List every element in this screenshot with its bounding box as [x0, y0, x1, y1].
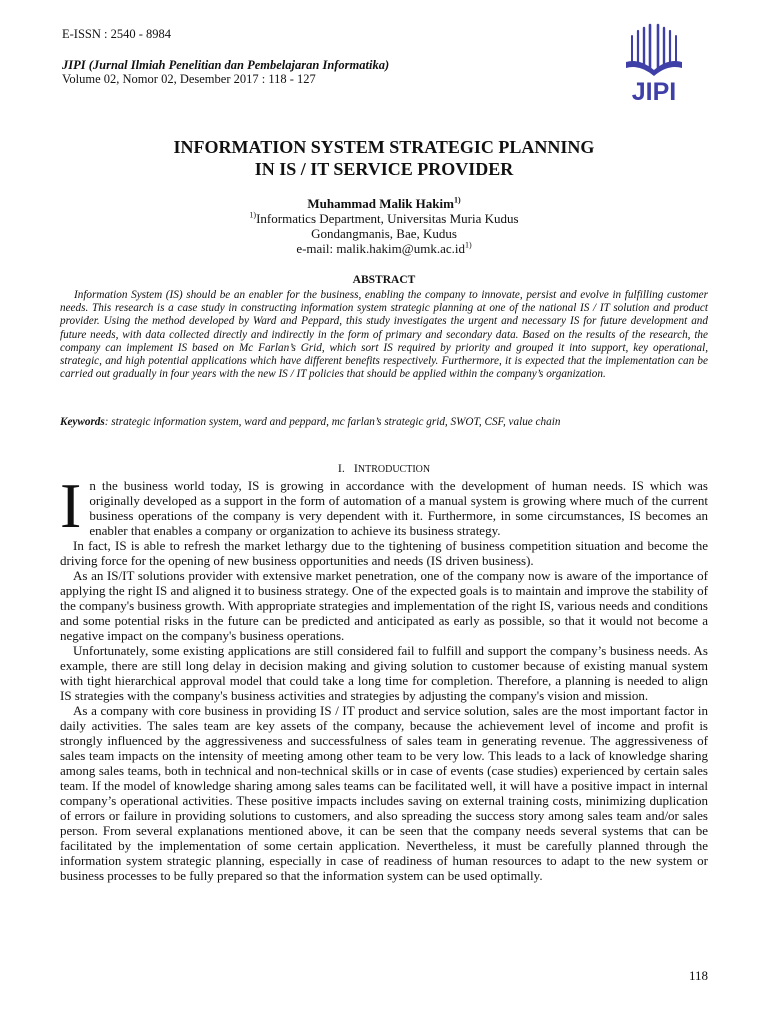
paragraph: Unfortunately, some existing applications are still considered fail to fulfill and support the company’s business needs. As example, there are still long delay in decision making and giving solution to customer because of existing manual system with tight hierarchical approval model that could take a long time for completion. Therefore, a planning is needed to align IS strategies with the company's business activities and strategies by adjusting the company's vision and mission. [60, 643, 708, 703]
title-line-2: IN IS / IT SERVICE PROVIDER [254, 159, 514, 179]
address: Gondangmanis, Bae, Kudus [311, 226, 457, 241]
keywords-list: : strategic information system, ward and peppard, mc farlan’s strategic grid, SWOT, CSF, value chain [104, 416, 561, 428]
paper-title [60, 136, 708, 180]
book-icon [618, 22, 690, 104]
logo-wordmark: JIPI [631, 78, 677, 104]
page-number: 118 [688, 968, 708, 983]
affiliation-text: Informatics Department, Universitas Muria Kudus [256, 211, 519, 226]
title-line-1: INFORMATION SYSTEM STRATEGIC PLANNING [173, 137, 595, 157]
body-text [60, 470, 708, 883]
affiliation-sup: 1) [249, 210, 257, 220]
author-sup: 1) [453, 195, 461, 205]
paragraph [60, 470, 708, 541]
journal-name: JIPI (Jurnal Ilmiah Penelitian dan Pembelajaran Informatika) [62, 58, 390, 72]
volume-line: Volume 02, Nomor 02, Desember 2017 : 118 - 127 [62, 72, 316, 86]
paragraph-text: n the business world today, IS is growing in accordance with the development of human needs. IS which was originally developed as a support in the form of automation of a manual system is growing where much of the current business operations of the company is very dependent with it. Furthermore, in some circumstances, IS becomes an enabler that enables a company or organization to achieve its business strategy. [89, 478, 708, 538]
abstract-heading: ABSTRACT [352, 274, 416, 286]
abstract-text: Information System (IS) should be an enabler for the business, enabling the company to innovate, persist and evolve in fulfilling customer needs. This research is a case study in constructing information system strategic planning at one of the national IS / IT solution and product provider. Using the method developed by Ward and Peppard, this study investigates the urgent and necessary IS for future development and future needs, with data collected directly and indirectly in the form of primary and secondary data. Based on the results of the research, the company can implement IS based on Mc Farlan’s Grid, which sort IS required by priority and grouped it into support, key operational, strategic, and high potential applications which have different benefits respectively. Furthermore, it is expected that the implementation can be carried out gradually in four years with the new IS / IT policies that should be applied within the company’s organization. [60, 289, 708, 381]
paragraph: As an IS/IT solutions provider with extensive market penetration, one of the company now is aware of the importance of applying the right IS and aligned it to business strategy. One of the expected goals is to maintain and improve the stability of the company's business growth. With appropriate strategies and implementation of the right IS, various needs and conditions and some potential risks in the future can be predicted and anticipated as early as possible, so that it would not become a negative impact on the company's business operations. [60, 568, 708, 643]
keywords [60, 416, 708, 429]
section-number: I. [337, 461, 345, 475]
affiliation [60, 211, 708, 226]
journal-logo [618, 22, 690, 104]
section-title-cap: I [353, 461, 358, 475]
email-text: e-mail: malik.hakim@umk.ac.id [296, 241, 465, 256]
author-name-text: Muhammad Malik Hakim [307, 196, 454, 211]
email [60, 241, 708, 256]
author-name [60, 196, 708, 212]
keywords-label: Keywords [60, 416, 105, 428]
section-title-rest: NTRODUCTION [357, 464, 431, 475]
drop-cap: I [60, 470, 82, 541]
paragraph: As a company with core business in providing IS / IT product and service solution, sales are the most important factor in daily activities. The sales team are key assets of the company, because the achievement level of income and profit is strongly influenced by the aggressiveness and successfulness of sales team in generating revenue. The aggressiveness of sales team impacts on the intensity of meeting among other team to be very low. This leads to a lack of knowledge sharing among sales teams, both in technical and non-technical skills or in case of events (case studies) experienced by certain sales team. If the model of knowledge sharing among sales teams can be facilitated well, it will have a positive impact in internal company’s operational activities. These positive impacts includes saving on external training costs, minimizing duplication of errors or failure in providing solutions to customers, and also spreading the success story among sales team and/or sales person. From several explanations mentioned above, it can be seen that the company needs several systems that can be facilitated by the implementation of some certain application. Nevertheless, it must be carefully planned through the information system strategic planning, especially in case of readiness of human resources to adapt to the new system or business processes to be fully prepared so that the information system can be used optimally. [60, 703, 708, 883]
section-heading [60, 461, 708, 477]
issn-line: E-ISSN : 2540 - 8984 [62, 27, 172, 41]
paragraph: In fact, IS is able to refresh the market lethargy due to the tightening of business competition situation and become the driving force for the opening of new business opportunities and needs (IS driven business). [60, 538, 708, 568]
email-sup: 1) [464, 240, 472, 250]
